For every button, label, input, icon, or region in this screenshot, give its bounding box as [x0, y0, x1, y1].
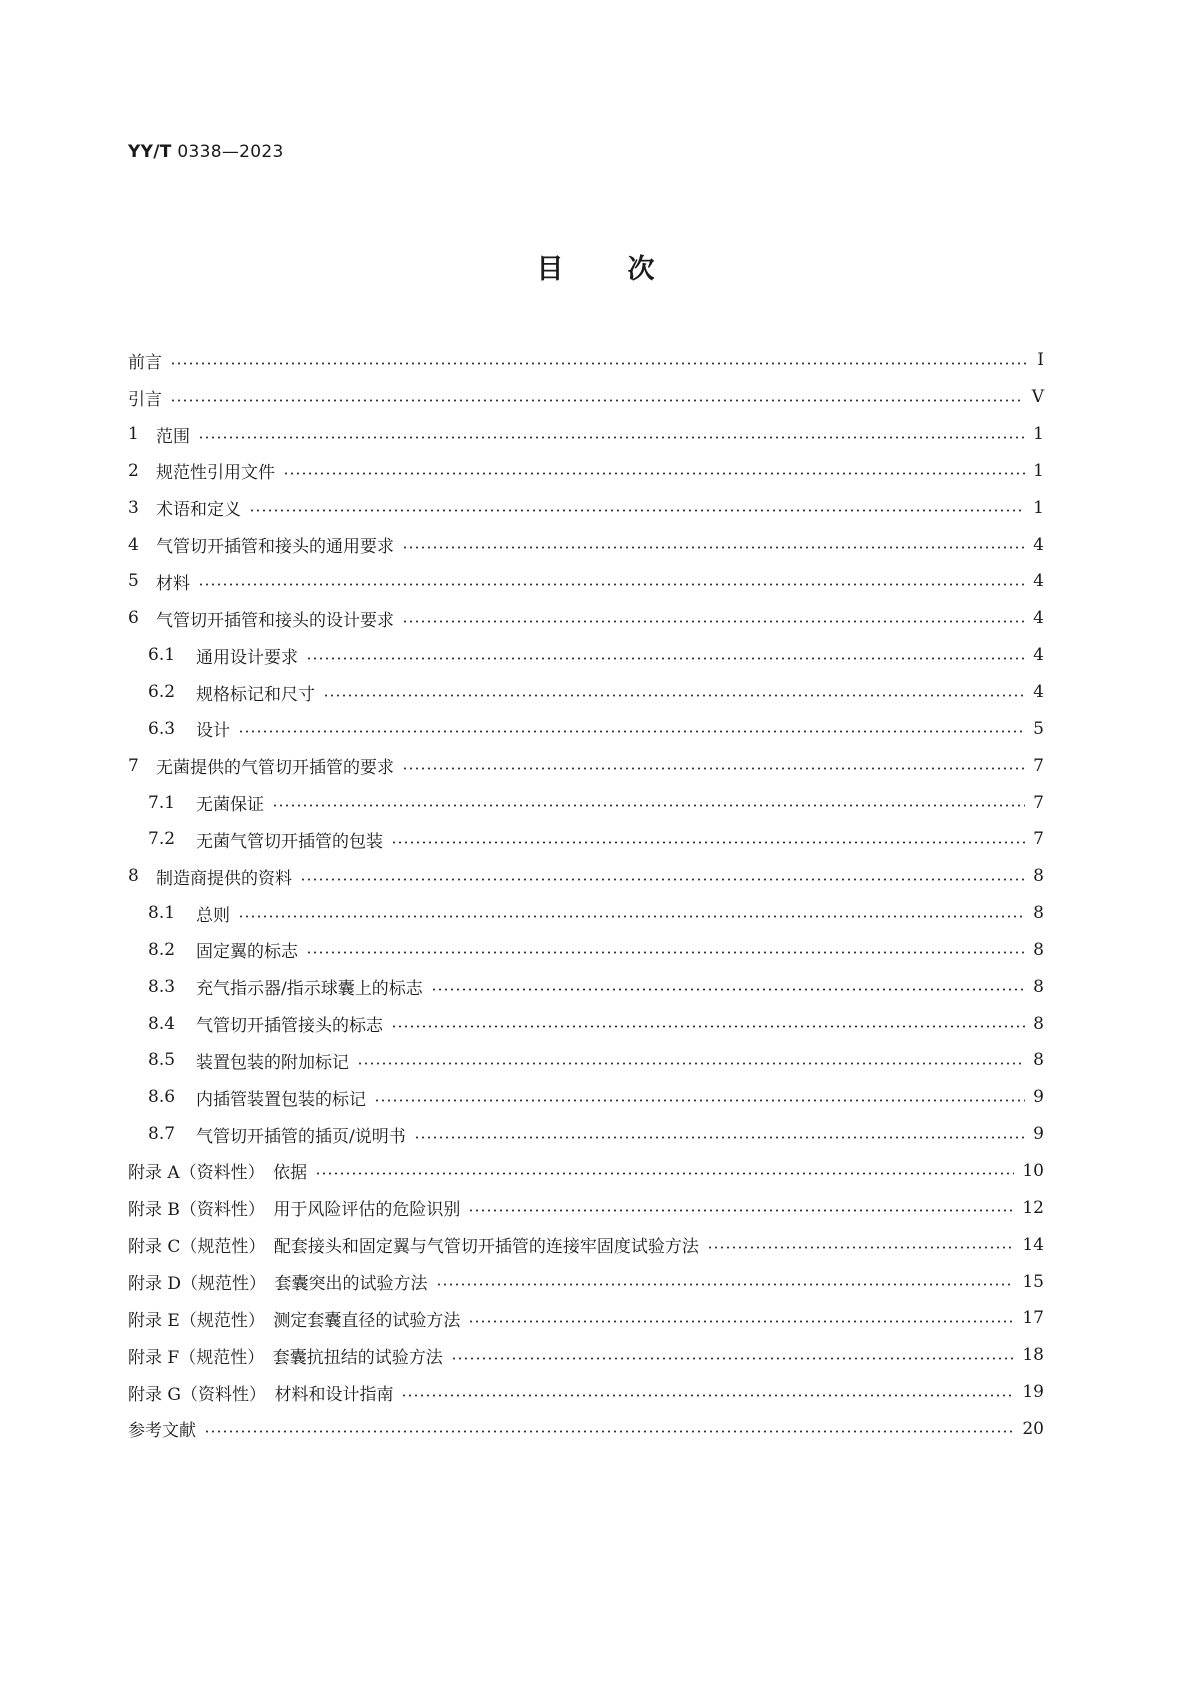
toc-entry-number: 4	[128, 534, 139, 555]
toc-dot-leader	[306, 657, 1025, 660]
toc-entry[interactable]	[128, 563, 1044, 600]
toc-entry-label: 引言	[128, 389, 162, 410]
toc-entry-label: 附录 B（资料性） 用于风险评估的危险识别	[128, 1200, 461, 1221]
toc-entry-number: 8.7	[148, 1124, 176, 1145]
toc-entry-number: 6.2	[148, 682, 176, 703]
toc-entry[interactable]	[128, 1116, 1044, 1153]
toc-entry-page: 20	[1022, 1418, 1044, 1439]
toc-entry-label: 通用设计要求	[196, 647, 298, 668]
toc-entry-number: 8.6	[148, 1087, 176, 1108]
toc-entry-number: 6.1	[148, 645, 176, 666]
toc-dot-leader	[204, 1430, 1014, 1433]
toc-entry-page: 8	[1033, 1050, 1044, 1071]
toc-entry-page: 1	[1033, 497, 1044, 518]
page-title-char-1: 目	[536, 254, 564, 285]
toc-entry-label: 规格标记和尺寸	[196, 684, 315, 705]
toc-entry-label: 总则	[196, 905, 230, 926]
toc-entry-label: 参考文献	[128, 1421, 196, 1442]
toc-entry-label: 气管切开插管的插页/说明书	[196, 1126, 406, 1147]
toc-entry-page: 15	[1022, 1271, 1044, 1292]
toc-entry-label: 无菌气管切开插管的包装	[196, 831, 383, 852]
toc-dot-leader	[414, 1136, 1025, 1139]
toc-dot-leader	[198, 583, 1025, 586]
toc-entry[interactable]	[128, 416, 1044, 453]
toc-entry-page: 10	[1022, 1160, 1044, 1181]
toc-entry[interactable]	[128, 1263, 1044, 1300]
toc-entry-number: 1	[128, 424, 139, 445]
toc-dot-leader	[300, 878, 1025, 881]
toc-entry-page: 8	[1033, 866, 1044, 887]
toc-dot-leader	[451, 1357, 1015, 1360]
table-of-contents	[128, 342, 1044, 1447]
toc-dot-leader	[402, 620, 1025, 623]
toc-entry-label: 附录 E（规范性） 测定套囊直径的试验方法	[128, 1310, 461, 1331]
toc-dot-leader	[315, 1172, 1014, 1175]
toc-dot-leader	[283, 472, 1025, 475]
toc-dot-leader	[374, 1099, 1025, 1102]
toc-entry-page: 14	[1022, 1234, 1044, 1255]
toc-entry[interactable]	[128, 1410, 1044, 1447]
toc-entry-page: 8	[1033, 903, 1044, 924]
toc-entry[interactable]	[128, 858, 1044, 895]
document-code-prefix: YY/T	[128, 142, 172, 162]
toc-entry-number: 7.2	[148, 829, 176, 850]
toc-entry-label: 制造商提供的资料	[156, 868, 292, 889]
toc-entry-number: 8.2	[148, 939, 176, 960]
toc-entry-label: 内插管装置包装的标记	[196, 1089, 366, 1110]
toc-entry[interactable]	[128, 526, 1044, 563]
toc-entry-label: 装置包装的附加标记	[196, 1052, 349, 1073]
toc-entry-number: 6.3	[148, 718, 176, 739]
toc-entry-page: 8	[1033, 1013, 1044, 1034]
toc-entry-number: 8.4	[148, 1013, 176, 1034]
toc-entry-label: 无菌提供的气管切开插管的要求	[156, 758, 394, 779]
toc-entry[interactable]	[128, 1300, 1044, 1337]
toc-entry[interactable]	[128, 674, 1044, 711]
toc-entry[interactable]	[128, 1337, 1044, 1374]
toc-entry[interactable]	[128, 1226, 1044, 1263]
toc-dot-leader	[170, 399, 1024, 402]
toc-entry-page: 7	[1033, 829, 1044, 850]
document-code-number: 0338—2023	[177, 142, 284, 162]
toc-entry[interactable]	[128, 1189, 1044, 1226]
toc-entry-number: 6	[128, 608, 139, 629]
toc-dot-leader	[306, 951, 1025, 954]
toc-entry-page: Ⅴ	[1031, 387, 1044, 408]
toc-dot-leader	[707, 1246, 1014, 1249]
document-code	[128, 142, 284, 162]
toc-entry-page: 8	[1033, 976, 1044, 997]
toc-entry-page: 1	[1033, 460, 1044, 481]
toc-entry[interactable]	[128, 342, 1044, 379]
toc-entry[interactable]	[128, 489, 1044, 526]
toc-entry-label: 附录 A（资料性） 依据	[128, 1163, 308, 1184]
toc-entry[interactable]	[128, 1079, 1044, 1116]
toc-entry-number: 3	[128, 497, 139, 518]
toc-entry[interactable]	[128, 710, 1044, 747]
toc-entry[interactable]	[128, 1374, 1044, 1411]
toc-entry-label: 充气指示器/指示球囊上的标志	[196, 979, 423, 1000]
toc-entry-page: Ⅰ	[1037, 350, 1044, 371]
toc-entry-number: 8	[128, 866, 139, 887]
toc-entry-page: 5	[1033, 718, 1044, 739]
toc-entry-page: 4	[1033, 645, 1044, 666]
toc-entry-page: 1	[1033, 424, 1044, 445]
toc-dot-leader	[170, 362, 1026, 365]
toc-entry[interactable]	[128, 1042, 1044, 1079]
toc-entry[interactable]	[128, 1153, 1044, 1190]
toc-dot-leader	[198, 436, 1025, 439]
toc-entry-label: 气管切开插管和接头的通用要求	[156, 537, 394, 558]
toc-dot-leader	[468, 1320, 1014, 1323]
toc-entry-label: 气管切开插管接头的标志	[196, 1016, 383, 1037]
toc-entry-label: 范围	[156, 426, 190, 447]
toc-entry[interactable]	[128, 968, 1044, 1005]
toc-entry-label: 前言	[128, 352, 162, 373]
toc-entry-label: 设计	[196, 721, 230, 742]
toc-entry-number: 5	[128, 571, 139, 592]
toc-entry-page: 12	[1022, 1197, 1044, 1218]
toc-entry-page: 18	[1022, 1345, 1044, 1366]
toc-entry-page: 19	[1022, 1382, 1044, 1403]
toc-dot-leader	[391, 1025, 1025, 1028]
toc-dot-leader	[238, 915, 1025, 918]
toc-entry-page: 7	[1033, 755, 1044, 776]
toc-dot-leader	[238, 730, 1025, 733]
toc-entry-label: 附录 D（规范性） 套囊突出的试验方法	[128, 1274, 428, 1295]
toc-entry-label: 附录 F（规范性） 套囊抗扭结的试验方法	[128, 1347, 443, 1368]
toc-dot-leader	[249, 509, 1025, 512]
toc-entry[interactable]	[128, 1005, 1044, 1042]
toc-entry[interactable]	[128, 747, 1044, 784]
toc-entry-number: 7.1	[148, 792, 176, 813]
toc-entry-label: 附录 G（资料性） 材料和设计指南	[128, 1384, 394, 1405]
toc-entry[interactable]	[128, 637, 1044, 674]
toc-entry-page: 9	[1033, 1124, 1044, 1145]
toc-entry-label: 无菌保证	[196, 795, 264, 816]
toc-dot-leader	[401, 1394, 1014, 1397]
toc-entry-page: 4	[1033, 682, 1044, 703]
toc-dot-leader	[272, 804, 1025, 807]
toc-entry-page: 9	[1033, 1087, 1044, 1108]
toc-entry-page: 4	[1033, 571, 1044, 592]
toc-dot-leader	[357, 1062, 1025, 1065]
toc-entry-page: 8	[1033, 939, 1044, 960]
toc-entry[interactable]	[128, 895, 1044, 932]
toc-entry[interactable]	[128, 379, 1044, 416]
toc-dot-leader	[402, 546, 1025, 549]
toc-entry-label: 术语和定义	[156, 500, 241, 521]
toc-dot-leader	[436, 1283, 1015, 1286]
toc-entry-label: 气管切开插管和接头的设计要求	[156, 610, 394, 631]
toc-dot-leader	[431, 988, 1025, 991]
toc-entry[interactable]	[128, 932, 1044, 969]
toc-entry-number: 7	[128, 755, 139, 776]
toc-entry-number: 8.3	[148, 976, 176, 997]
toc-dot-leader	[468, 1209, 1014, 1212]
toc-entry-page: 7	[1033, 792, 1044, 813]
toc-entry-label: 规范性引用文件	[156, 463, 275, 484]
toc-entry-number: 8.1	[148, 903, 176, 924]
page-title-char-2: 次	[627, 254, 655, 285]
toc-dot-leader	[391, 841, 1025, 844]
toc-entry-number: 8.5	[148, 1050, 176, 1071]
toc-entry[interactable]	[128, 453, 1044, 490]
toc-entry-page: 4	[1033, 534, 1044, 555]
toc-entry-label: 材料	[156, 573, 190, 594]
toc-entry-number: 2	[128, 460, 139, 481]
page-title	[0, 247, 1191, 286]
toc-dot-leader	[323, 694, 1025, 697]
toc-entry[interactable]	[128, 600, 1044, 637]
toc-entry[interactable]	[128, 821, 1044, 858]
toc-dot-leader	[402, 767, 1025, 770]
toc-entry-page: 17	[1022, 1308, 1044, 1329]
toc-entry-label: 附录 C（规范性） 配套接头和固定翼与气管切开插管的连接牢固度试验方法	[128, 1237, 699, 1258]
toc-entry[interactable]	[128, 784, 1044, 821]
toc-entry-page: 4	[1033, 608, 1044, 629]
toc-entry-label: 固定翼的标志	[196, 942, 298, 963]
